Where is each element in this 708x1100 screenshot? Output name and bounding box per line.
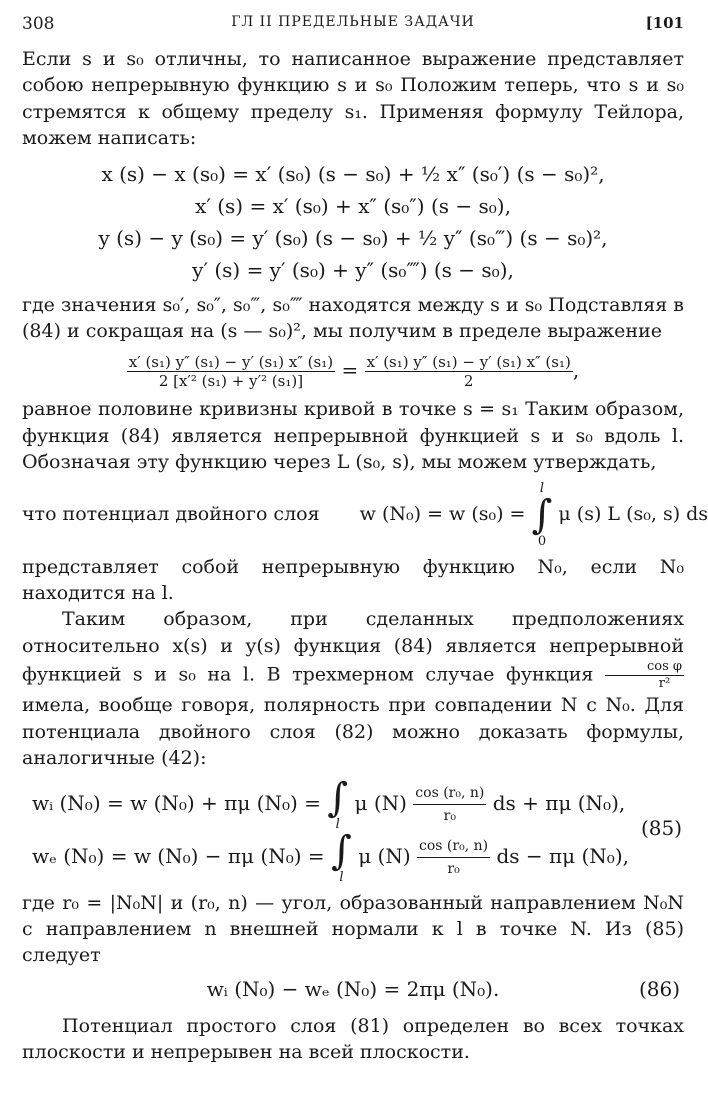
limit-expression bbox=[22, 350, 684, 390]
equation-85b-integral-lower: l bbox=[339, 869, 344, 885]
taylor-equations bbox=[22, 158, 684, 286]
limit-left-numerator: x′ (s₁) y″ (s₁) − y′ (s₁) x″ (s₁) bbox=[128, 353, 334, 372]
page-number: 308 bbox=[22, 14, 55, 34]
limit-comma: , bbox=[572, 358, 580, 383]
equation-85a-integral: ∫ l bbox=[327, 774, 349, 832]
running-header bbox=[22, 14, 684, 46]
equation-85a-mu: μ (N) bbox=[354, 790, 407, 815]
equation-85a-fraction bbox=[413, 782, 486, 827]
cos-phi-fraction bbox=[605, 659, 684, 692]
paragraph-3: равное половине кривизны кривой в точке s = s₁ Таким образом, функция (84) является непрерывной функцией s и s₀ вдоль l. Обозначая эту функцию через L (s₀, s), мы можем утверждать, bbox=[22, 398, 684, 474]
equation-y: y (s) − y (s₀) = y′ (s₀) (s − s₀) + ½ y″ (s₀‴) (s − s₀)², bbox=[98, 225, 608, 250]
double-layer-formula-right: μ (s) L (s₀, s) ds bbox=[558, 502, 708, 525]
equation-85b-integral: ∫ l bbox=[331, 827, 352, 885]
equation-85-block bbox=[22, 774, 684, 885]
equation-85b-right: ds − πμ (N₀), bbox=[496, 843, 629, 868]
limit-equals: = bbox=[341, 358, 359, 383]
paragraph-6-part-b: имела, вообще говоря, полярность при совпадении N с N₀. Для потенциала двойного слоя (82) можно доказать формулы, аналогичные (42): bbox=[22, 694, 684, 770]
equation-85b-left: wₑ (N₀) = w (N₀) − πμ (N₀) = bbox=[32, 843, 325, 868]
limit-right-fraction bbox=[365, 353, 573, 390]
equation-85b-numerator: cos (r₀, n) bbox=[417, 835, 490, 858]
equation-86-formula: wᵢ (N₀) − wₑ (N₀) = 2πμ (N₀). bbox=[206, 976, 500, 1001]
integral-lower-limit: 0 bbox=[537, 533, 547, 549]
paragraph-7: где r₀ = |N₀N| и (r₀, n) — угол, образованный направлением N₀N с направлением n внешней нормали к l в точке N. Из (85) следует bbox=[22, 891, 684, 967]
integral-upper-limit: l bbox=[539, 480, 545, 496]
equation-85a-integral-lower: l bbox=[335, 816, 340, 832]
equation-86 bbox=[22, 973, 684, 1005]
cos-phi-denominator: r² bbox=[658, 676, 671, 692]
limit-right-denominator: 2 bbox=[463, 372, 474, 391]
equation-85b-denominator: r₀ bbox=[447, 860, 460, 877]
cos-phi-numerator: cos φ bbox=[605, 659, 684, 676]
equation-x-prime: x′ (s) = x′ (s₀) + x″ (s₀″) (s − s₀), bbox=[195, 193, 511, 218]
paragraph-2: где значения s₀′, s₀″, s₀‴, s₀⁗ находятся между s и s₀ Подставляя в (84) и сокращая на (s — s₀)², мы получим в пределе выражение bbox=[22, 293, 684, 343]
equation-85b-fraction bbox=[417, 835, 490, 880]
equation-y-prime: y′ (s) = y′ (s₀) + y″ (s₀⁗) (s − s₀), bbox=[192, 257, 514, 282]
paragraph-1: Если s и s₀ отличны, то написанное выражение представляет собою непрерывную функцию s и s₀ Положим теперь, что s и s₀ стремятся к общему пределу s₁. Применяя формулу Тейлора, можем написать: bbox=[22, 48, 684, 150]
equation-85b-mu: μ (N) bbox=[358, 843, 411, 868]
limit-left-fraction bbox=[127, 353, 335, 390]
paragraph-6-part-a: Таким образом, при сделанных предположениях относительно x(s) и y(s) функция (84) является непрерывной функцией s и s₀ на l. В трехмерном случае функция bbox=[22, 608, 684, 686]
limit-right-numerator: x′ (s₁) y″ (s₁) − y′ (s₁) x″ (s₁) bbox=[366, 353, 571, 372]
equation-85-number: (85) bbox=[640, 815, 682, 840]
paragraph-8: Потенциал простого слоя (81) определен во всех точках плоскости и непрерывен на всей плоскости. bbox=[22, 1014, 684, 1064]
double-layer-text: что потенциал двойного слоя bbox=[22, 502, 320, 525]
equation-85a-numerator: cos (r₀, n) bbox=[413, 782, 486, 805]
paragraph-6 bbox=[22, 606, 684, 771]
equation-86-number: (86) bbox=[638, 976, 680, 1001]
equation-85a bbox=[22, 774, 684, 832]
chapter-title: ГЛ II ПРЕДЕЛЬНЫЕ ЗАДАЧИ bbox=[231, 14, 475, 30]
equation-85a-denominator: r₀ bbox=[443, 807, 456, 824]
double-layer-formula-left: w (N₀) = w (s₀) = bbox=[359, 502, 526, 525]
paragraph-5: представляет собой непрерывную функцию N₀, если N₀ находится на l. bbox=[22, 555, 684, 605]
integral-sign: l ∫ 0 bbox=[531, 480, 553, 549]
limit-left-denominator: 2 [x′² (s₁) + y′² (s₁)] bbox=[158, 372, 304, 391]
equation-x: x (s) − x (s₀) = x′ (s₀) (s − s₀) + ½ x″ (s₀′) (s − s₀)², bbox=[101, 161, 605, 186]
equation-85a-left: wᵢ (N₀) = w (N₀) + πμ (N₀) = bbox=[32, 790, 321, 815]
equation-85a-right: ds + πμ (N₀), bbox=[492, 790, 626, 815]
double-layer-line bbox=[22, 480, 708, 549]
section-number: [101 bbox=[645, 14, 684, 32]
